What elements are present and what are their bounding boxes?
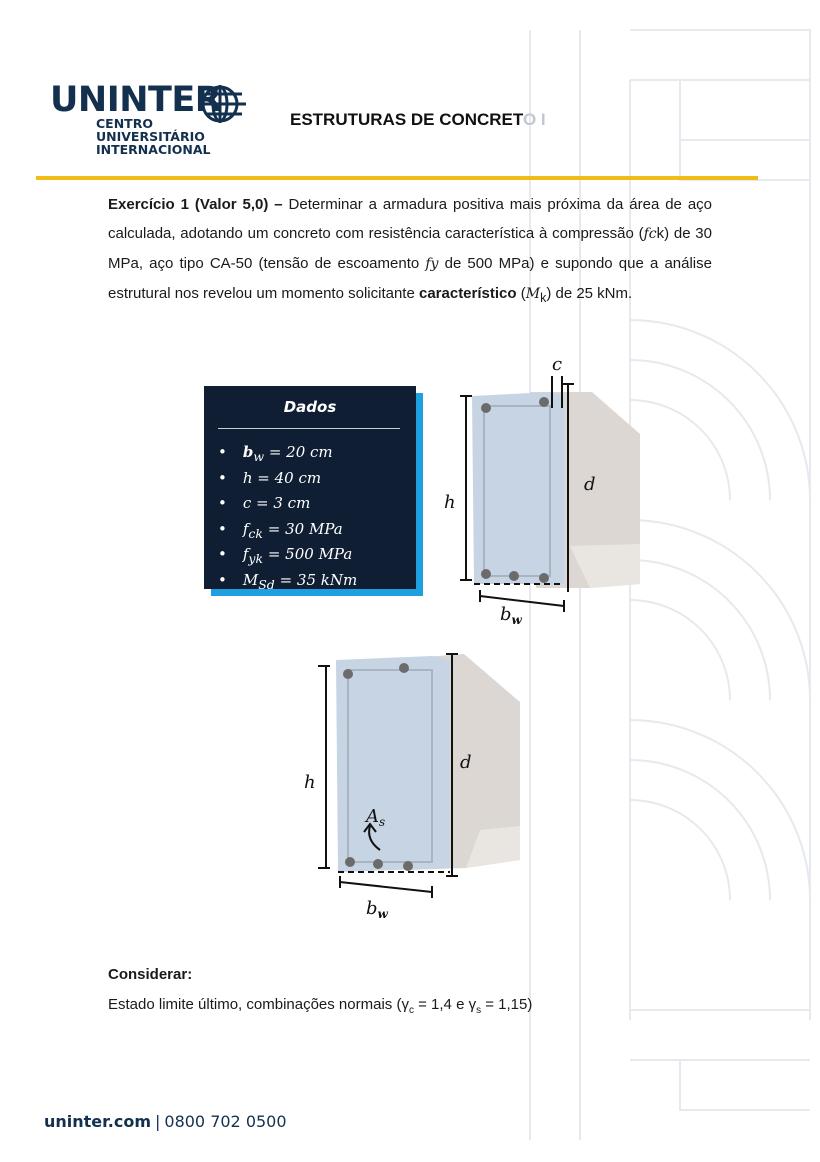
footer-site: uninter.com xyxy=(44,1112,151,1131)
label-h: h xyxy=(444,492,456,513)
label-d: d xyxy=(584,474,596,495)
exercise-text-2: k) de 30 MPa, aço tipo CA-50 (tensão de escoamento xyxy=(108,225,712,272)
exercise-paragraph xyxy=(108,190,712,313)
dados-item: • $f_{ck} = 30$ MPa xyxy=(218,519,343,541)
footer-contact xyxy=(44,1112,287,1131)
considerar-text: Estado limite último, combinações normais ($\gamma_c = 1,4$ e $\gamma_s = 1,15$) xyxy=(108,996,533,1016)
dados-item: • h = 40 cm xyxy=(218,468,322,487)
symbol-fy: fy xyxy=(425,256,439,272)
logo-wordmark: UNINTER xyxy=(50,80,222,120)
exercise-text-1: Determinar a armadura positiva mais próxima da área de aço calculada, adotando um concreto com resistência característica à compressão ( xyxy=(108,196,712,242)
exercise-text-5: ) de 25 kNm. xyxy=(546,285,633,302)
label-as: $A_s$ xyxy=(366,806,386,829)
bold-caracteristico: característico xyxy=(418,285,517,302)
label-h: h xyxy=(304,772,316,793)
label-c: c xyxy=(552,356,563,375)
exercise-label: Exercício 1 (Valor 5,0) – xyxy=(108,196,283,213)
document-title xyxy=(290,110,546,130)
exercise-text-3: de 500 MPa) e supondo que a análise estrutural nos revelou um momento solicitante xyxy=(108,255,712,302)
dados-title: Dados xyxy=(283,398,337,416)
symbol-fck: fc xyxy=(643,226,657,242)
dados-item: • $M_{Sd} = 35$ kNm xyxy=(218,570,358,592)
beam-section-figure-2 xyxy=(300,650,530,930)
title-faded: O I xyxy=(522,110,546,129)
dados-list xyxy=(218,442,357,595)
dados-box xyxy=(204,386,416,592)
logo-line-1: CENTRO xyxy=(96,116,153,131)
symbol-mk-sub: k xyxy=(540,291,547,305)
symbol-mk: M xyxy=(525,286,541,302)
dados-item: • $b_w = 20$ cm xyxy=(218,443,333,464)
title-main: ESTRUTURAS DE CONCRET xyxy=(290,110,523,129)
logo-line-2: UNIVERSITÁRIO xyxy=(96,129,205,144)
dados-item: • $f_{yk} = 500$ MPa xyxy=(218,545,353,566)
considerar-heading: Considerar: xyxy=(108,966,193,983)
label-d: d xyxy=(460,752,472,773)
footer-phone: 0800 702 0500 xyxy=(164,1112,287,1131)
logo-line-3: INTERNACIONAL xyxy=(96,142,211,157)
label-bw: $b_w$ xyxy=(500,604,522,627)
footer-separator: | xyxy=(155,1112,161,1131)
dados-divider xyxy=(218,428,400,429)
header-rule xyxy=(36,176,758,180)
dados-item: • c = 3 cm xyxy=(218,494,311,512)
logo-subtitle xyxy=(96,117,211,156)
beam-section-figure-1 xyxy=(440,356,650,632)
label-bw: $b_w$ xyxy=(366,898,388,921)
exercise-text-4: ( xyxy=(516,285,526,302)
